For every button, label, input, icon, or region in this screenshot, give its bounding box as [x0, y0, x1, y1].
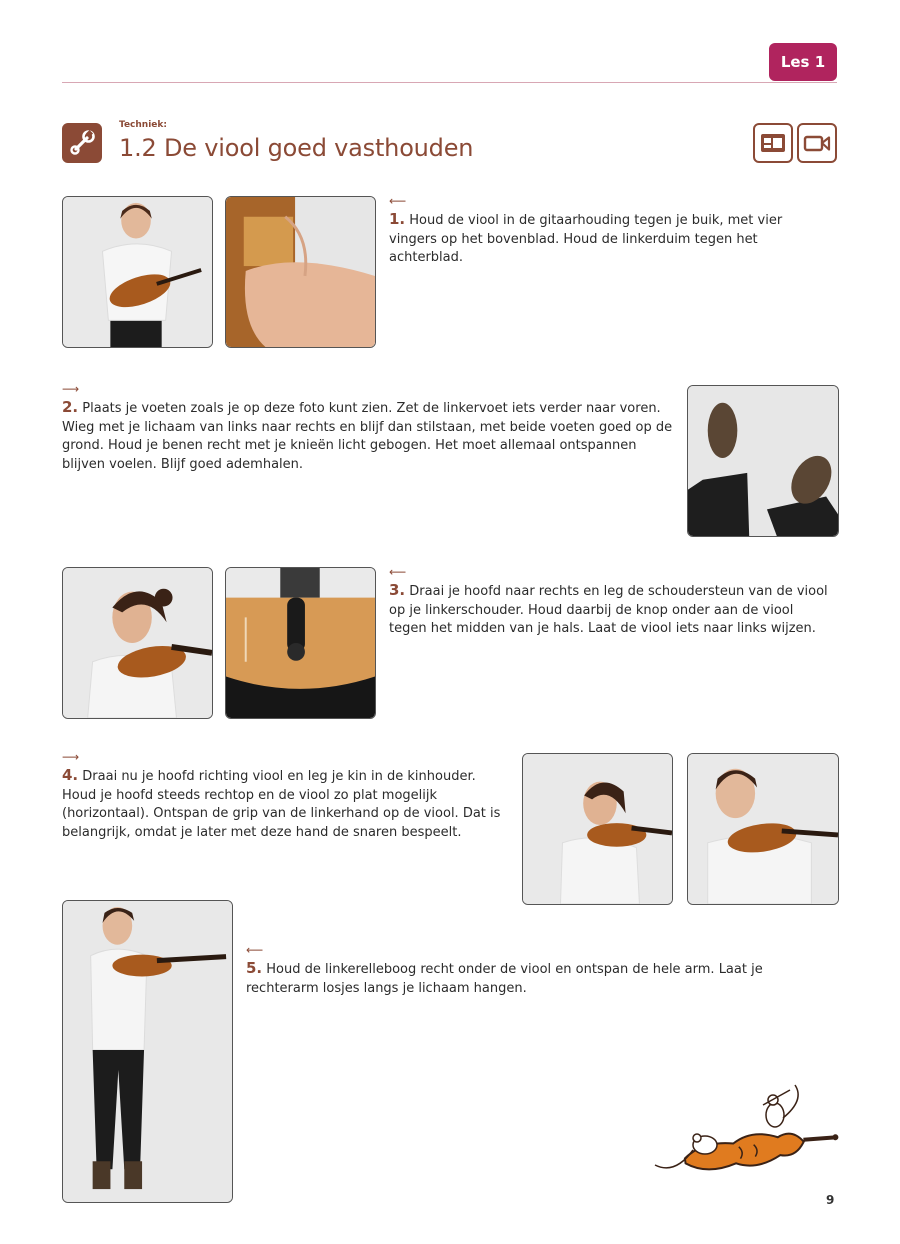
step-3-text [389, 581, 834, 639]
step-2-body: Plaats je voeten zoals je op deze foto kunt zien. Zet de linkervoet iets verder naar voren. Wieg met je lichaam van links naar rechts en blijf dan stilstaan, met beide voeten goed op de grond. Houd je benen recht met je knieën licht gebogen. Het moet allemaal ontspannen blijven voelen. Blijf goed ademhalen. [62, 401, 673, 472]
photo-girl-guitar-hold [62, 196, 213, 348]
step-3-number: 3. [389, 581, 406, 599]
step-2-text [62, 398, 680, 474]
step-1-number: 1. [389, 210, 406, 228]
video-camera-icon[interactable] [797, 123, 837, 163]
step-1-text [389, 210, 829, 268]
page-number: 9 [826, 1193, 835, 1207]
photo-icon[interactable] [753, 123, 793, 163]
step-4-text [62, 766, 507, 842]
step-3-body: Draai je hoofd naar rechts en leg de schoudersteun van de viool op je linkerschouder. Houd daarbij de knop onder aan de viool tegen het midden van je hals. Laat de viool iets naar links wijzen. [389, 584, 828, 636]
photo-violin-button [225, 567, 376, 719]
photo-thumb-back [225, 196, 376, 348]
lesson-tab: Les 1 [769, 43, 837, 81]
page-title: 1.2 De viool goed vasthouden [119, 134, 474, 162]
step-1-body: Houd de viool in de gitaarhouding tegen je buik, met vier vingers op het bovenblad. Houd de linkerduim tegen het achterblad. [389, 213, 783, 265]
arrow-left-icon: ⟵ [389, 194, 407, 208]
photo-shoulder-rest [62, 567, 213, 719]
step-4-body: Draai nu je hoofd richting viool en leg je kin in de kinhouder. Houd je hoofd steeds rechtop en de viool zo plat mogelijk (horizontaal). Ontspan de grip van de linkerhand op de viool. Dat is belangrijk, omdat je later met deze hand de snaren bespeelt. [62, 769, 501, 840]
step-4-number: 4. [62, 766, 79, 784]
arrow-left-icon: ⟵ [246, 943, 264, 957]
photo-chin-side [522, 753, 673, 905]
step-2-number: 2. [62, 398, 79, 416]
photo-full-posture [62, 900, 233, 1203]
mice-violin-illustration [645, 1080, 840, 1190]
wrench-icon [62, 123, 102, 163]
step-5-text [246, 959, 836, 998]
header-rule [62, 82, 837, 83]
arrow-right-icon: ⟶ [62, 382, 80, 396]
photo-chin-front [687, 753, 839, 905]
photo-feet [687, 385, 839, 537]
arrow-right-icon: ⟶ [62, 750, 80, 764]
step-5-body: Houd de linkerelleboog recht onder de viool en ontspan de hele arm. Laat je rechterarm losjes langs je lichaam hangen. [246, 962, 763, 996]
arrow-left-icon: ⟵ [389, 565, 407, 579]
step-5-number: 5. [246, 959, 263, 977]
section-label: Techniek: [119, 120, 167, 130]
